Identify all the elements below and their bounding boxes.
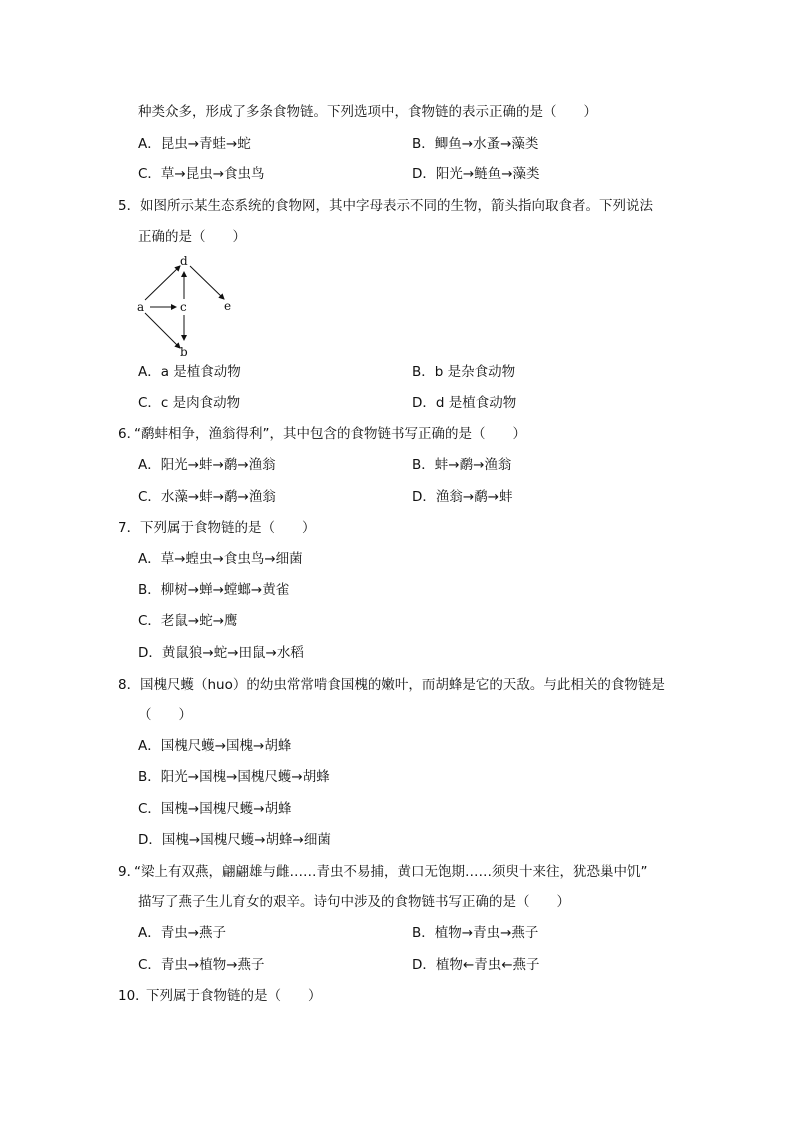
q6-option-c[interactable]: C．水藻→蚌→鹬→渔翁 bbox=[138, 489, 276, 505]
q10-number: 10． bbox=[118, 988, 149, 1004]
q9-option-b[interactable]: B．植物→青虫→燕子 bbox=[412, 925, 539, 941]
q7-stem: 下列属于食物链的是（ ） bbox=[140, 520, 316, 536]
node-a: a bbox=[137, 300, 145, 314]
q8-option-b[interactable]: B．阳光→国槐→国槐尺蠖→胡蜂 bbox=[138, 769, 330, 785]
q5-option-a[interactable]: A．a 是植食动物 bbox=[138, 364, 241, 380]
q8-number: 8． bbox=[118, 677, 141, 693]
q9-option-c[interactable]: C．青虫→植物→燕子 bbox=[138, 957, 265, 973]
q6-number: 6． bbox=[118, 426, 141, 442]
q6-stem: “鹬蚌相争，渔翁得利”，其中包含的食物链书写正确的是（ ） bbox=[134, 426, 526, 442]
q8-option-a[interactable]: A．国槐尺蠖→国槐→胡蜂 bbox=[138, 738, 292, 754]
food-web-diagram bbox=[130, 250, 240, 360]
q6-option-b[interactable]: B．蚌→鹬→渔翁 bbox=[412, 457, 512, 473]
q5-stem-line1: 如图所示某生态系统的食物网，其中字母表示不同的生物，箭头指向取食者。下列说法 bbox=[140, 198, 653, 214]
q4-option-d[interactable]: D．阳光→鲢鱼→藻类 bbox=[412, 166, 540, 182]
q4-stem-continued: 种类众多，形成了多条食物链。下列选项中，食物链的表示正确的是（ ） bbox=[138, 104, 597, 120]
q7-option-a[interactable]: A．草→蝗虫→食虫鸟→细菌 bbox=[138, 551, 303, 567]
q4-option-c[interactable]: C．草→昆虫→食虫鸟 bbox=[138, 166, 265, 182]
q5-option-c[interactable]: C．c 是肉食动物 bbox=[138, 395, 241, 411]
q5-stem-line2: 正确的是（ ） bbox=[138, 229, 246, 245]
q8-option-d[interactable]: D．国槐→国槐尺蠖→胡蜂→细菌 bbox=[138, 832, 331, 848]
node-d: d bbox=[180, 254, 188, 268]
q7-number: 7． bbox=[118, 520, 141, 536]
arrow-d-to-e bbox=[190, 266, 224, 299]
q6-option-d[interactable]: D．渔翁→鹬→蚌 bbox=[412, 489, 513, 505]
q9-stem-line2: 描写了燕子生儿育女的艰辛。诗句中涉及的食物链书写正确的是（ ） bbox=[138, 894, 570, 910]
q4-option-a[interactable]: A．昆虫→青蛙→蛇 bbox=[138, 136, 251, 152]
q7-option-d[interactable]: D．黄鼠狼→蛇→田鼠→水稻 bbox=[138, 645, 304, 661]
q8-option-c[interactable]: C．国槐→国槐尺蠖→胡蜂 bbox=[138, 801, 292, 817]
q5-option-d[interactable]: D．d 是植食动物 bbox=[412, 395, 517, 411]
q6-option-a[interactable]: A．阳光→蚌→鹬→渔翁 bbox=[138, 457, 276, 473]
q9-number: 9． bbox=[118, 864, 141, 880]
q9-option-d[interactable]: D．植物←青虫←燕子 bbox=[412, 957, 540, 973]
node-e: e bbox=[224, 299, 232, 313]
q7-option-c[interactable]: C．老鼠→蛇→鹰 bbox=[138, 613, 238, 629]
node-c: c bbox=[180, 300, 187, 314]
node-b: b bbox=[180, 345, 188, 359]
arrow-a-to-d bbox=[145, 266, 180, 300]
q5-number: 5． bbox=[118, 198, 141, 214]
q5-option-b[interactable]: B．b 是杂食动物 bbox=[412, 364, 516, 380]
q8-stem-line1: 国槐尺蠖（huo）的幼虫常常啃食国槐的嫩叶，而胡蜂是它的天敌。与此相关的食物链是 bbox=[140, 677, 665, 693]
arrow-a-to-b bbox=[145, 313, 180, 348]
q10-stem: 下列属于食物链的是（ ） bbox=[146, 988, 322, 1004]
q8-stem-line2: （ ） bbox=[138, 707, 192, 723]
q7-option-b[interactable]: B．柳树→蝉→螳螂→黄雀 bbox=[138, 582, 290, 598]
q9-option-a[interactable]: A．青虫→燕子 bbox=[138, 925, 227, 941]
q9-stem-line1: “梁上有双燕，翩翩雄与雌……青虫不易捕，黄口无饱期……须臾十来往，犹恐巢中饥” bbox=[134, 864, 648, 880]
q4-option-b[interactable]: B．鲫鱼→水蚤→藻类 bbox=[412, 136, 539, 152]
